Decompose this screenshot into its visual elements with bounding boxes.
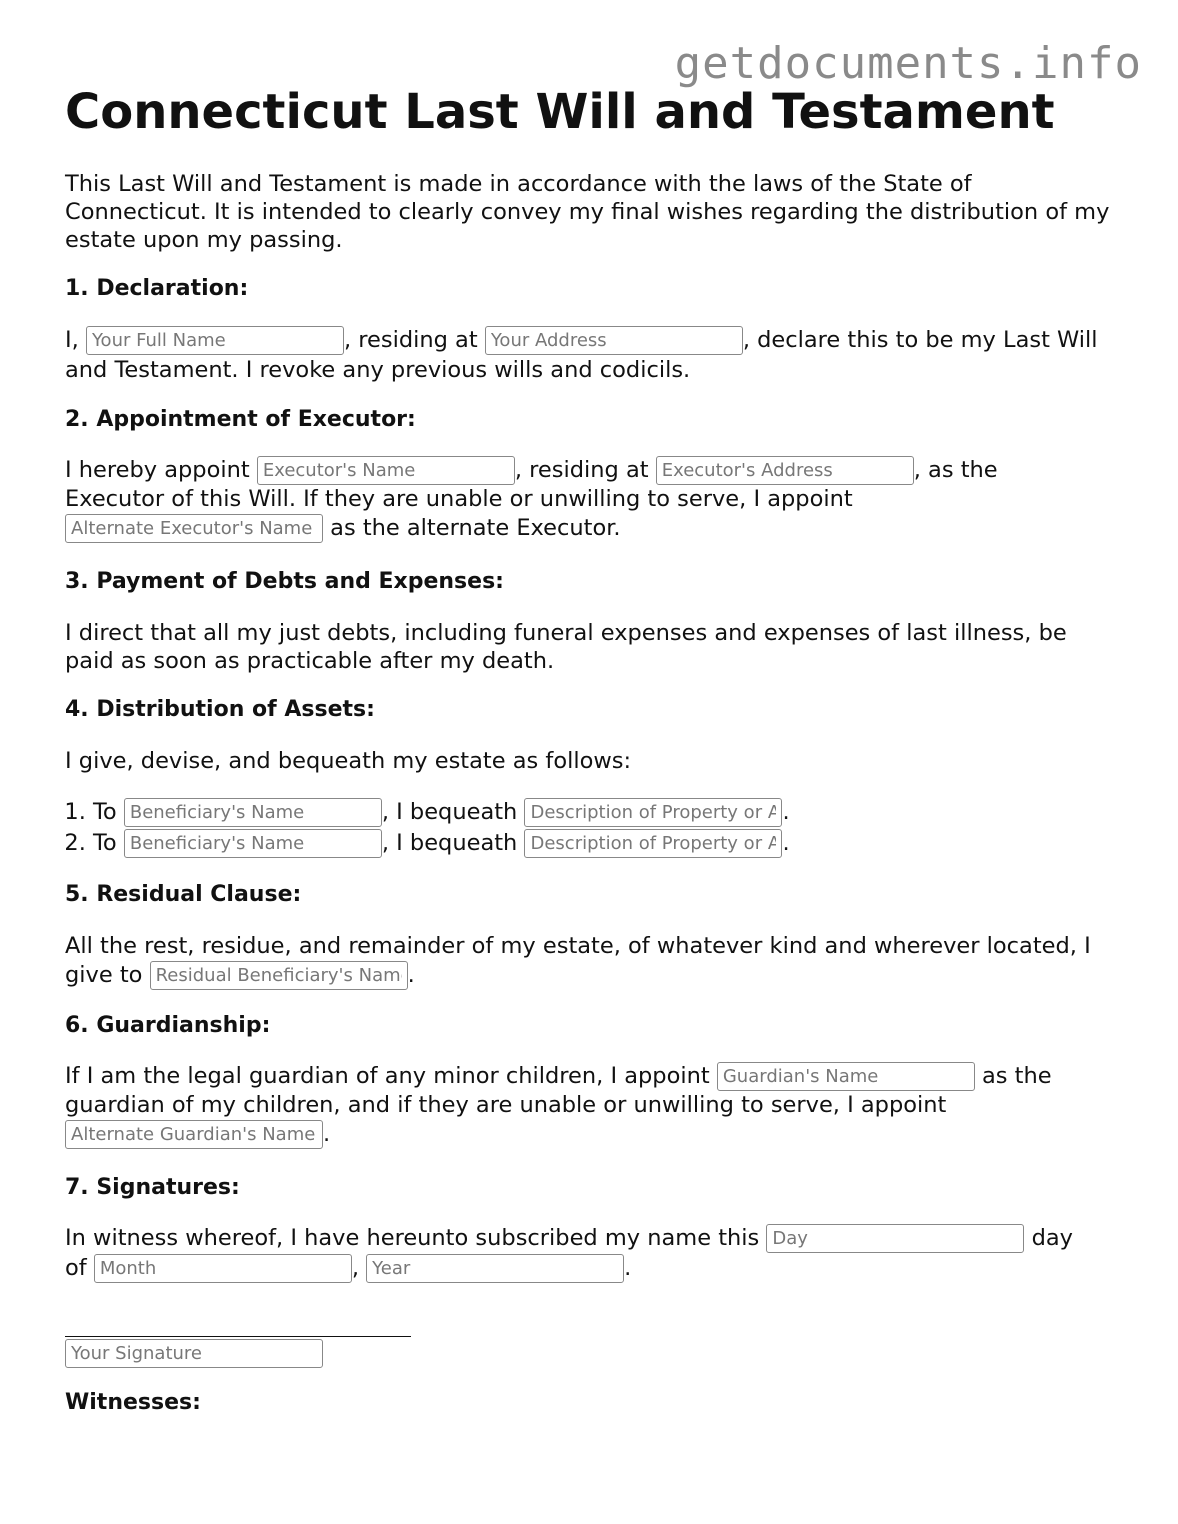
signature-field[interactable] bbox=[65, 1339, 323, 1368]
bequest-text: , I bequeath bbox=[381, 799, 518, 825]
guardianship-heading: 6. Guardianship: bbox=[65, 1013, 271, 1038]
debts-paragraph: I direct that all my just debts, including funeral expenses and expenses of last illness, be paid as soon as practicable after my death. bbox=[65, 620, 1067, 674]
signatures-text-2: day of bbox=[65, 1225, 1073, 1281]
bequest-text: , I bequeath bbox=[381, 830, 518, 856]
distribution-paragraph: I give, devise, and bequeath my estate as follows: bbox=[65, 748, 632, 774]
guardianship-text-1: If I am the legal guardian of any minor children, I appoint bbox=[65, 1063, 710, 1089]
declaration-text-1: I, bbox=[65, 327, 79, 353]
alternate-executor-field[interactable] bbox=[65, 514, 323, 543]
signatures-text-4: . bbox=[624, 1255, 632, 1281]
guardianship-text-3: . bbox=[323, 1121, 331, 1147]
executor-paragraph bbox=[65, 456, 1025, 543]
property-description-field-2[interactable] bbox=[524, 829, 782, 858]
bequest-period: . bbox=[782, 799, 790, 825]
executor-text-4: as the alternate Executor. bbox=[330, 515, 621, 541]
bequest-text-to: To bbox=[93, 799, 117, 825]
signatures-text-1: In witness whereof, I have hereunto subscribed my name this bbox=[65, 1225, 760, 1251]
year-field[interactable] bbox=[366, 1254, 624, 1283]
guardianship-paragraph bbox=[65, 1062, 1085, 1149]
residual-beneficiary-field[interactable] bbox=[150, 961, 408, 990]
executor-heading: 2. Appointment of Executor: bbox=[65, 407, 416, 432]
residual-paragraph bbox=[65, 932, 1120, 990]
beneficiary-name-field-1[interactable] bbox=[124, 798, 382, 827]
declaration-paragraph bbox=[65, 325, 1120, 385]
executor-text-2: , residing at bbox=[514, 457, 649, 483]
distribution-heading: 4. Distribution of Assets: bbox=[65, 697, 375, 722]
signature-line bbox=[65, 1316, 411, 1337]
day-field[interactable] bbox=[766, 1224, 1024, 1253]
residual-heading: 5. Residual Clause: bbox=[65, 882, 302, 907]
document-title: Connecticut Last Will and Testament bbox=[65, 84, 1055, 140]
witnesses-heading: Witnesses: bbox=[65, 1390, 201, 1415]
bequest-list bbox=[65, 797, 1148, 859]
bequest-item bbox=[93, 797, 1148, 828]
declaration-heading: 1. Declaration: bbox=[65, 276, 249, 301]
property-description-field-1[interactable] bbox=[524, 798, 782, 827]
executor-text-1: I hereby appoint bbox=[65, 457, 250, 483]
guardian-name-field[interactable] bbox=[717, 1062, 975, 1091]
residual-text-1: All the rest, residue, and remainder of my estate, of whatever kind and wherever located, I give to bbox=[65, 933, 1091, 988]
residual-text-2: . bbox=[407, 962, 415, 988]
bequest-item bbox=[93, 828, 1148, 859]
watermark: getdocuments.info bbox=[674, 38, 1142, 89]
executor-address-field[interactable] bbox=[656, 456, 914, 485]
signatures-text-3: , bbox=[351, 1255, 359, 1281]
intro-paragraph: This Last Will and Testament is made in accordance with the laws of the State of Connecticut. It is intended to clearly convey my final wishes regarding the distribution of my estate upon my passing. bbox=[65, 171, 1110, 253]
executor-text-3: , as the Executor of this Will. If they are unable or unwilling to serve, I appoint bbox=[65, 457, 998, 512]
alternate-guardian-field[interactable] bbox=[65, 1120, 323, 1149]
debts-heading: 3. Payment of Debts and Expenses: bbox=[65, 569, 504, 594]
testator-address-field[interactable] bbox=[485, 326, 743, 355]
bequest-period: . bbox=[782, 830, 790, 856]
testator-name-field[interactable] bbox=[86, 326, 344, 355]
signatures-paragraph bbox=[65, 1223, 1100, 1283]
beneficiary-name-field-2[interactable] bbox=[124, 829, 382, 858]
guardianship-text-2: as the guardian of my children, and if they are unable or unwilling to serve, I appoint bbox=[65, 1063, 1052, 1118]
declaration-text-2: , residing at bbox=[343, 327, 478, 353]
executor-name-field[interactable] bbox=[257, 456, 515, 485]
signatures-heading: 7. Signatures: bbox=[65, 1175, 240, 1200]
signature-block bbox=[65, 1316, 1120, 1368]
month-field[interactable] bbox=[94, 1254, 352, 1283]
declaration-text-3: , declare this to be my Last Will and Testament. I revoke any previous wills and codicils. bbox=[65, 327, 1098, 383]
bequest-text-to: To bbox=[93, 830, 117, 856]
